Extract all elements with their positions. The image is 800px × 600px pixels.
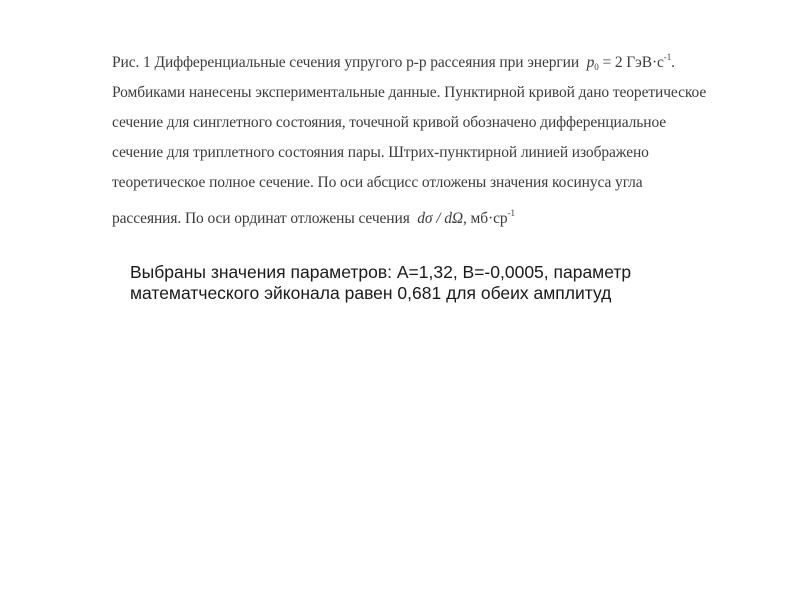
caption-line-1-end: . xyxy=(671,54,675,71)
caption-line-3: сечение для синглетного состояния, точечной кривой обозначено дифференциальное xyxy=(112,114,667,131)
caption-line-5: теоретическое полное сечение. По оси абсцисс отложены значения косинуса угла xyxy=(112,174,643,191)
caption-line-1-sub: 0 xyxy=(594,62,599,72)
figure-caption xyxy=(112,42,707,228)
caption-line-1-value: = 2 ГэВ·c xyxy=(598,54,664,71)
caption-line-6-text: рассеяния. По оси ординат отложены сечения xyxy=(112,210,410,227)
caption-line-1 xyxy=(112,42,675,72)
caption-line-6-suffix: , мб·ср xyxy=(463,210,508,227)
caption-line-1-text: Рис. 1 Дифференциальные сечения упругого p-p рассеяния при энергии xyxy=(112,54,580,71)
caption-line-1-exp: -1 xyxy=(663,52,672,62)
caption-line-6-math: dσ / dΩ xyxy=(417,210,463,227)
caption-line-6-exp: -1 xyxy=(507,208,515,218)
caption-line-2: Ромбиками нанесены экспериментальные данные. Пунктирной кривой дано теоретическое xyxy=(112,84,707,101)
caption-line-4: сечение для триплетного состояния пары. Штрих-пунктирной линией изображено xyxy=(112,144,649,161)
parameters-note: Выбраны значения параметров: A=1,32, B=-0,0005, параметр математческого эйконала равен 0,681 для обеих амплитуд xyxy=(130,262,632,303)
caption-line-6 xyxy=(112,198,652,228)
caption-line-1-var: p xyxy=(586,54,595,71)
